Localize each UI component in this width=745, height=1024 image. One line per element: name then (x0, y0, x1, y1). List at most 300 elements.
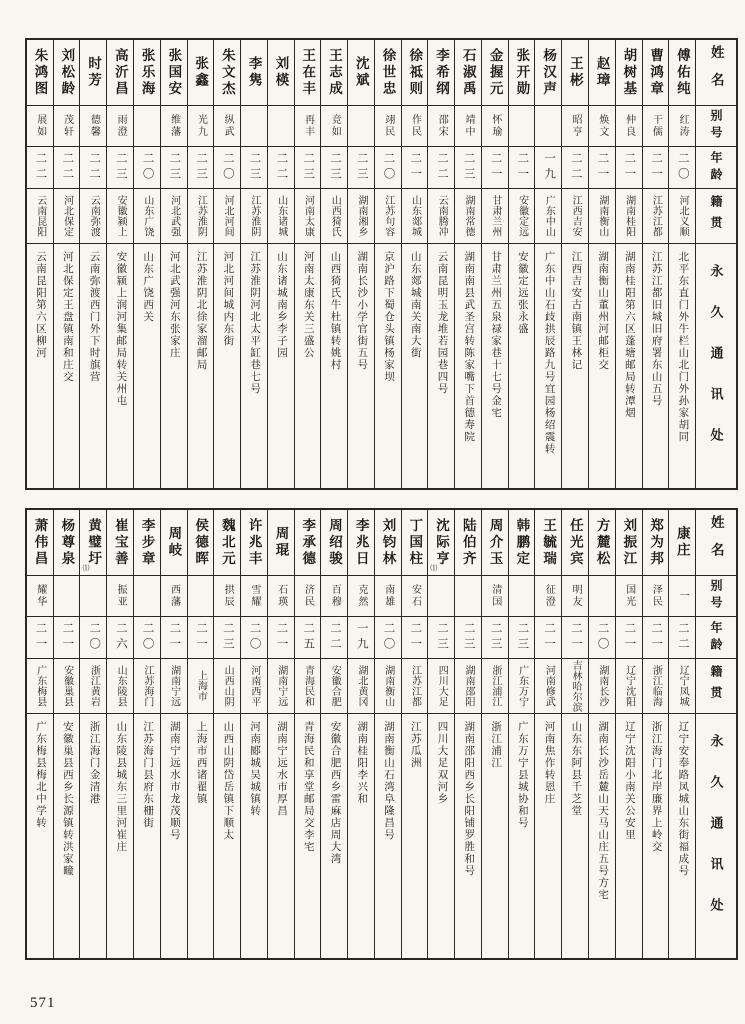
entry-age-cell (27, 147, 53, 189)
entry-address-cell (562, 244, 588, 488)
directory-entry-column (80, 40, 107, 488)
entry-native-cell (402, 659, 428, 714)
entry-name-text: 张乐海 (139, 47, 155, 98)
entry-age-cell (428, 617, 454, 659)
entry-name-text: 周岐 (166, 526, 182, 559)
entry-age-cell (535, 617, 561, 659)
directory-entry-column (134, 40, 161, 488)
entry-alias-text: 邵宋 (436, 114, 448, 138)
entry-name-cell (54, 40, 80, 106)
entry-native-text: 浙江临海 (650, 665, 662, 707)
entry-name-cell (161, 510, 187, 576)
entry-alias-cell (455, 576, 481, 617)
directory-entry-column (27, 40, 54, 488)
entry-name-cell (241, 40, 267, 106)
entry-alias-cell (589, 576, 615, 617)
entry-native-text: 广东中山 (543, 195, 555, 237)
directory-entry-column (589, 40, 616, 488)
entry-alias-text: 克然 (355, 584, 367, 608)
entry-native-text: 广东梅县 (34, 665, 46, 707)
entry-age-text: 二三 (436, 622, 449, 653)
entry-native-text: 江苏江都 (650, 195, 662, 237)
entry-name-text: 徐祗则 (407, 47, 423, 98)
entry-age-cell (321, 617, 347, 659)
entry-alias-text: 竞如 (329, 114, 341, 138)
entry-address-cell (80, 714, 106, 958)
entry-address-text: 江苏瓜洲 (409, 721, 421, 769)
entry-name-cell (27, 40, 53, 106)
entry-alias-cell (161, 106, 187, 147)
entry-name-cell (107, 510, 133, 576)
entry-native-text: 湖南邵阳 (463, 665, 475, 707)
directory-entry-column (509, 40, 536, 488)
entry-name-cell (348, 40, 374, 106)
entry-native-cell (348, 659, 374, 714)
entry-alias-text: 济民 (302, 584, 314, 608)
entry-name-text: 韩鹏定 (514, 517, 530, 568)
entry-age-text: 二二 (328, 622, 341, 653)
entry-age-cell (348, 147, 374, 189)
header-address-text: 永久通讯处 (708, 733, 724, 939)
entry-name-cell (80, 40, 106, 106)
entry-name-cell (616, 40, 642, 106)
entry-name-cell (643, 510, 669, 576)
entry-native-text: 安徽合肥 (329, 665, 341, 707)
entry-alias-cell (375, 106, 401, 147)
entry-name-text: 周绍骏 (326, 517, 342, 568)
entry-native-text: 青海民和 (302, 665, 314, 707)
entry-address-cell (482, 244, 508, 488)
entry-native-text: 甘肃兰州 (489, 195, 501, 237)
entry-address-text: 安徽合肥西乡雷麻店周大湾 (329, 721, 341, 865)
entry-age-text: 二二 (275, 152, 288, 183)
entry-age-text: 二三 (328, 152, 341, 183)
entry-address-cell (535, 714, 561, 958)
entry-alias-cell (589, 106, 615, 147)
entry-name-cell (402, 40, 428, 106)
directory-entry-column (402, 40, 429, 488)
directory-entry-column (54, 510, 81, 958)
entry-native-cell (161, 189, 187, 244)
entry-alias-text: 再丰 (302, 114, 314, 138)
entry-address-text: 河北河间城内东街 (222, 251, 234, 347)
entry-address-text: 江西吉安古南镇王林记 (570, 251, 582, 371)
entry-name-cell (107, 40, 133, 106)
entry-address-text: 山东诸城南乡李子园 (275, 251, 287, 359)
entry-address-cell (428, 714, 454, 958)
header-alias-text: 别号 (709, 109, 724, 143)
entry-address-cell (348, 714, 374, 958)
entry-name-cell (321, 40, 347, 106)
header-address-cell (696, 714, 736, 958)
entry-native-cell (482, 189, 508, 244)
entry-age-cell (134, 147, 160, 189)
entry-name-text: 高沂昌 (112, 47, 128, 98)
entry-name-text: 时芳 (86, 56, 102, 89)
entry-native-cell (80, 659, 106, 714)
entry-native-cell (107, 659, 133, 714)
entry-name-text: 曹鸿章 (648, 47, 664, 98)
entry-age-text: 二二 (676, 622, 689, 653)
entry-native-text: 山东郯城 (409, 195, 421, 237)
entry-alias-text: 清国 (489, 584, 501, 608)
directory-entry-column (161, 40, 188, 488)
entry-address-text: 广东梅县梅北中学转 (35, 721, 47, 829)
entry-native-text: 江苏江都 (409, 665, 421, 707)
entry-native-text: 云南腾冲 (436, 195, 448, 237)
entry-native-text: 辽宁沈阳 (623, 665, 635, 707)
entry-address-cell (428, 244, 454, 488)
header-alias-cell (696, 106, 736, 147)
entry-address-text: 山东陵县城东三里河崔庄 (115, 721, 127, 853)
entry-age-cell (268, 617, 294, 659)
entry-address-cell (27, 244, 53, 488)
entry-address-text: 河南太康东关三盛公 (302, 251, 314, 359)
entry-alias-text: 石瑛 (275, 584, 287, 608)
entry-alias-text: 安石 (409, 584, 421, 608)
entry-age-text: 二三 (195, 152, 208, 183)
entry-name-text: 傅佑纯 (674, 47, 690, 98)
entry-address-cell (643, 244, 669, 488)
directory-table-bottom (25, 508, 738, 960)
directory-entry-column (321, 40, 348, 488)
directory-entry-column (375, 40, 402, 488)
entry-name-text: 许兆丰 (246, 517, 262, 568)
entry-alias-cell (27, 576, 53, 617)
entry-name-cell (562, 510, 588, 576)
entry-name-cell (321, 510, 347, 576)
entry-address-text: 江苏淮阴河北太平缸巷七号 (249, 251, 261, 395)
entry-age-cell (643, 147, 669, 189)
entry-age-cell (509, 617, 535, 659)
entry-native-cell (509, 189, 535, 244)
entry-address-text: 湖南邵阳西乡长阳铺罗胜和号 (463, 721, 475, 877)
entry-name-cell (268, 40, 294, 106)
entry-age-cell (348, 617, 374, 659)
entry-address-text: 湖南宁远水市厚昌 (275, 721, 287, 817)
entry-name-text: 朱文杰 (219, 47, 235, 98)
entry-native-cell (161, 659, 187, 714)
header-alias-text: 别号 (709, 579, 724, 613)
entry-address-text: 山西猗氏牛杜镇转姚村 (329, 251, 341, 371)
entry-age-cell (80, 617, 106, 659)
entry-alias-cell (562, 106, 588, 147)
entry-age-text: 二〇 (88, 622, 101, 653)
entry-address-cell (295, 244, 321, 488)
entry-age-text: 二一 (543, 622, 556, 653)
entry-age-cell (134, 617, 160, 659)
directory-entry-column (589, 510, 616, 958)
entry-native-text: 云南昆阳 (34, 195, 46, 237)
entry-age-cell (589, 147, 615, 189)
header-name-cell (696, 40, 736, 106)
entry-native-text: 江苏海门 (141, 665, 153, 707)
entry-name-cell (482, 510, 508, 576)
entry-address-text: 湖南长沙小学官街五号 (356, 251, 368, 371)
entry-native-cell (241, 189, 267, 244)
directory-entry-column (482, 40, 509, 488)
entry-alias-text: 茂轩 (61, 114, 73, 138)
entry-name-text: 王毓瑞 (541, 517, 557, 568)
entry-address-text: 湖南衡山董州河邮柜交 (597, 251, 609, 371)
entry-native-text: 辽宁凤城 (677, 665, 689, 707)
entry-alias-cell (295, 576, 321, 617)
entry-alias-cell (616, 576, 642, 617)
entry-age-cell (295, 147, 321, 189)
page-number: 571 (30, 995, 56, 1011)
entry-name-text: 王彬 (567, 56, 583, 89)
entry-native-cell (321, 189, 347, 244)
entry-address-cell (161, 714, 187, 958)
entry-address-cell (348, 244, 374, 488)
entry-address-text: 广东万宁县城协和号 (516, 721, 528, 829)
entry-age-text: 二一 (489, 152, 502, 183)
entry-native-cell (188, 189, 214, 244)
entry-alias-cell (54, 576, 80, 617)
entry-name-cell (80, 510, 106, 576)
entry-native-cell (134, 659, 160, 714)
entry-address-cell (241, 244, 267, 488)
entry-name-text: 金握元 (487, 47, 503, 98)
entry-age-cell (428, 147, 454, 189)
entry-address-cell (161, 244, 187, 488)
entry-alias-cell (188, 576, 214, 617)
entry-address-text: 河北武强河东张家庄 (168, 251, 180, 359)
entry-name-cell (295, 510, 321, 576)
entry-alias-text: 西藩 (168, 584, 180, 608)
entry-age-cell (669, 147, 695, 189)
entry-name-text: 黄璧圩 (86, 517, 102, 568)
entry-alias-cell (241, 106, 267, 147)
entry-address-cell (589, 714, 615, 958)
directory-entry-column (295, 40, 322, 488)
entry-age-cell (535, 147, 561, 189)
entry-name-text: 侯德晖 (193, 517, 209, 568)
entry-native-cell (402, 189, 428, 244)
entry-alias-text: 泽民 (650, 584, 662, 608)
directory-entry-column (428, 510, 455, 958)
entry-age-cell (562, 147, 588, 189)
entry-name-text: 张开勋 (514, 47, 530, 98)
entry-age-text: 二一 (34, 622, 47, 653)
directory-entry-column (268, 40, 295, 488)
entry-age-text: 二二 (436, 152, 449, 183)
entry-alias-cell (268, 576, 294, 617)
entry-alias-text: 昭亨 (570, 114, 582, 138)
entry-address-text: 安徽定远张永盛 (516, 251, 528, 335)
entry-address-text: 浙江浦江 (490, 721, 502, 769)
entry-name-text: 李隽 (246, 56, 262, 89)
entry-age-cell (643, 617, 669, 659)
entry-address-text: 湖南衡山石湾阜隆昌号 (383, 721, 394, 841)
entry-address-text: 云南昆阳第六区柳河 (35, 251, 47, 359)
entry-address-cell (321, 244, 347, 488)
directory-entry-column (295, 510, 322, 958)
entry-native-cell (643, 659, 669, 714)
entry-address-text: 山东郯城南关南大街 (409, 251, 421, 359)
entry-age-text: 二〇 (141, 622, 154, 653)
entry-address-cell (669, 714, 695, 958)
entry-address-cell (295, 714, 321, 958)
entry-address-text: 河北保定王盘镇南和庄交 (61, 251, 73, 383)
entry-name-text: 张国安 (166, 47, 182, 98)
entry-native-cell (375, 189, 401, 244)
entry-address-cell (455, 714, 481, 958)
entry-native-text: 浙江浦江 (489, 665, 501, 707)
directory-entry-column (241, 40, 268, 488)
entry-age-text: 二〇 (676, 152, 689, 183)
entry-address-cell (402, 244, 428, 488)
entry-name-cell (268, 510, 294, 576)
entry-native-text: 湖南宁远 (168, 665, 180, 707)
entry-address-text: 湖南桂阳李兴和 (356, 721, 368, 805)
entry-native-text: 山西猗氏 (329, 195, 341, 237)
entry-alias-cell (482, 106, 508, 147)
entry-alias-cell (295, 106, 321, 147)
directory-entry-column (54, 40, 81, 488)
entry-address-cell (375, 244, 401, 488)
entry-address-text: 河南郾城吴城镇转 (249, 721, 261, 817)
entry-address-cell (188, 244, 214, 488)
entry-age-cell (669, 617, 695, 659)
entry-age-text: 二三 (168, 152, 181, 183)
entry-address-text: 上海市西诸翟镇 (195, 721, 207, 805)
entry-age-cell (161, 617, 187, 659)
entry-address-cell (402, 714, 428, 958)
entry-native-text: 河南西平 (248, 665, 260, 707)
header-name-text: 姓名 (708, 45, 724, 100)
entry-name-text: 刘振江 (621, 517, 637, 568)
footnote-mark: ⑴ (82, 564, 90, 572)
entry-age-text: 二〇 (382, 622, 395, 653)
entry-alias-text: 仲良 (623, 114, 635, 138)
entry-age-cell (27, 617, 53, 659)
entry-alias-cell (107, 106, 133, 147)
entry-native-text: 湖南桂阳 (623, 195, 635, 237)
entry-alias-cell (241, 576, 267, 617)
entry-address-cell (214, 714, 240, 958)
entry-address-text: 安徽颍上润河集邮局转关州屯 (115, 251, 127, 407)
entry-age-text: 二一 (409, 622, 422, 653)
entry-address-cell (455, 244, 481, 488)
entry-native-cell (80, 189, 106, 244)
entry-native-cell (348, 189, 374, 244)
entry-address-cell (241, 714, 267, 958)
directory-entry-column (482, 510, 509, 958)
entry-address-text: 四川大足双河乡 (436, 721, 448, 805)
entry-age-text: 二一 (623, 152, 636, 183)
entry-name-text: 方麓松 (594, 517, 610, 568)
entry-alias-text: 干儒 (650, 114, 662, 138)
entry-native-text: 山西山阴 (222, 665, 234, 707)
entry-alias-cell (214, 106, 240, 147)
entry-alias-cell (643, 106, 669, 147)
header-name-text: 姓名 (708, 515, 724, 570)
entry-native-text: 广东万宁 (516, 665, 528, 707)
entry-name-text: 刘松龄 (59, 47, 75, 98)
entry-alias-cell (402, 576, 428, 617)
entry-alias-cell (669, 576, 695, 617)
entry-age-cell (188, 147, 214, 189)
entry-age-cell (214, 617, 240, 659)
entry-native-text: 湖南湘乡 (355, 195, 367, 237)
entry-age-text: 二〇 (248, 622, 261, 653)
directory-entry-column (535, 40, 562, 488)
entry-native-text: 河北河间 (222, 195, 234, 237)
entry-native-cell (535, 659, 561, 714)
entry-native-text: 安徽定远 (516, 195, 528, 237)
entry-address-text: 青海民和享堂邮局交李宅 (302, 721, 314, 853)
entry-address-cell (268, 714, 294, 958)
entry-native-text: 云南弥渡 (88, 195, 100, 237)
entry-name-cell (134, 510, 160, 576)
entry-age-text: 一九 (543, 152, 556, 183)
entry-native-cell (455, 659, 481, 714)
entry-alias-cell (562, 576, 588, 617)
entry-alias-cell (482, 576, 508, 617)
directory-entry-column (321, 510, 348, 958)
entry-native-cell (27, 659, 53, 714)
entry-alias-cell (455, 106, 481, 147)
entry-native-cell (241, 659, 267, 714)
entry-age-text: 二三 (462, 622, 475, 653)
entry-age-cell (482, 617, 508, 659)
entry-name-cell (188, 510, 214, 576)
entry-age-text: 二三 (489, 622, 502, 653)
directory-entry-column (402, 510, 429, 958)
entry-native-text: 安徽颍上 (115, 195, 127, 237)
entry-age-cell (482, 147, 508, 189)
entry-age-text: 二一 (623, 622, 636, 653)
entry-native-text: 安徽巢县 (61, 665, 73, 707)
directory-entry-column (214, 510, 241, 958)
entry-native-cell (54, 189, 80, 244)
entry-address-cell (375, 714, 401, 958)
header-age-cell (696, 147, 736, 189)
entry-alias-text: 翊民 (382, 114, 394, 138)
entry-address-text: 甘肃兰州五泉禄家巷十七号金宅 (490, 251, 502, 419)
entry-alias-cell (669, 106, 695, 147)
entry-native-cell (589, 189, 615, 244)
entry-name-text: 任光宾 (567, 517, 583, 568)
entry-alias-cell (214, 576, 240, 617)
entry-name-cell (535, 510, 561, 576)
entry-alias-text: 耀华 (34, 584, 46, 608)
entry-native-cell (214, 189, 240, 244)
entry-age-cell (402, 147, 428, 189)
entry-name-cell (616, 510, 642, 576)
entry-age-text: 二二 (569, 152, 582, 183)
entry-native-text: 河北保定 (61, 195, 73, 237)
entry-name-text: 沈斌 (353, 56, 369, 89)
directory-entry-column (643, 510, 670, 958)
entry-alias-cell (535, 106, 561, 147)
entry-address-cell (214, 244, 240, 488)
entry-name-cell (428, 510, 454, 576)
directory-entry-column (535, 510, 562, 958)
header-column (696, 40, 736, 488)
entry-alias-cell (80, 106, 106, 147)
directory-entry-column (428, 40, 455, 488)
entry-age-text: 二一 (168, 622, 181, 653)
entry-name-text: 魏北元 (219, 517, 235, 568)
entry-name-text: 王志成 (326, 47, 342, 98)
entry-name-text: 沈际亨 (434, 517, 450, 568)
entry-address-cell (27, 714, 53, 958)
entry-address-text: 湖南桂阳第六区蓬塘邮局转潭烟 (623, 251, 635, 419)
entry-name-text: 康庄 (674, 526, 690, 559)
entry-address-cell (268, 244, 294, 488)
